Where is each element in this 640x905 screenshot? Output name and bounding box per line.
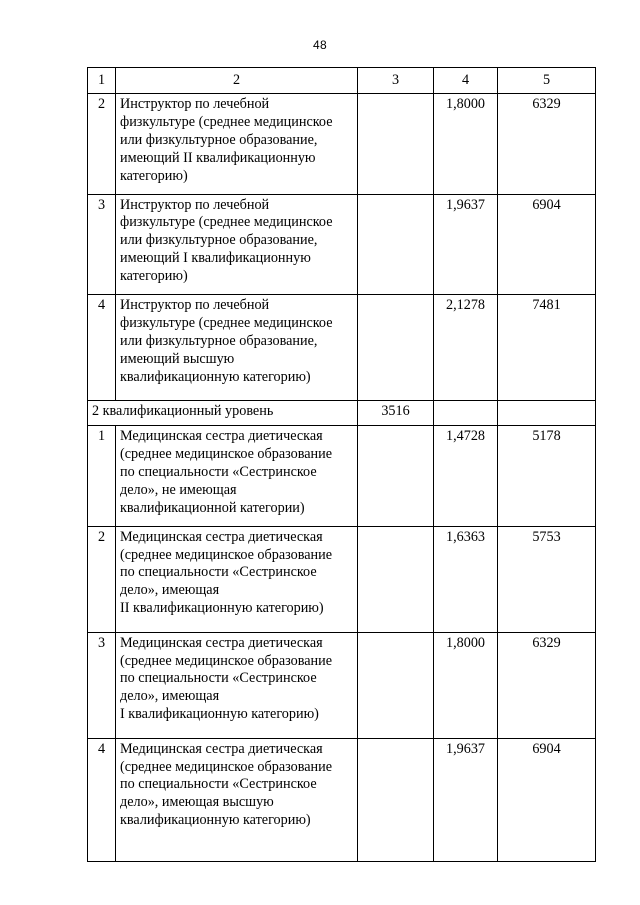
base-salary <box>358 426 434 527</box>
salary-table <box>87 67 596 862</box>
position-name: Медицинская сестра диетическая (среднее медицинское образование по специальности «Сестринское дело», имеющая II квалификационную категорию) <box>116 526 358 632</box>
position-name: Медицинская сестра диетическая (среднее медицинское образование по специальности «Сестринское дело», не имеющая квалификационной категории) <box>116 426 358 527</box>
row-number: 4 <box>88 295 116 401</box>
table-row <box>88 426 596 527</box>
position-name: Инструктор по лечебной физкультуре (среднее медицинское или физкультурное образование, имеющий высшую квалификационную категорию) <box>116 295 358 401</box>
row-number: 1 <box>88 426 116 527</box>
empty-cell <box>498 401 596 426</box>
coefficient: 1,9637 <box>434 194 498 295</box>
empty-cell <box>434 401 498 426</box>
base-salary <box>358 94 434 195</box>
table-header-row <box>88 68 596 94</box>
salary: 6904 <box>498 738 596 861</box>
header-cell-5: 5 <box>498 68 596 94</box>
salary: 6329 <box>498 632 596 738</box>
table-row <box>88 295 596 401</box>
row-number: 2 <box>88 526 116 632</box>
qualification-level-base-salary: 3516 <box>358 401 434 426</box>
coefficient: 1,9637 <box>434 738 498 861</box>
base-salary <box>358 295 434 401</box>
row-number: 2 <box>88 94 116 195</box>
table-row <box>88 194 596 295</box>
header-cell-3: 3 <box>358 68 434 94</box>
qualification-level-label: 2 квалификационный уровень <box>88 401 358 426</box>
salary: 6904 <box>498 194 596 295</box>
coefficient: 1,8000 <box>434 94 498 195</box>
coefficient: 1,6363 <box>434 526 498 632</box>
coefficient: 1,4728 <box>434 426 498 527</box>
salary: 5178 <box>498 426 596 527</box>
page-number: 48 <box>313 38 327 52</box>
base-salary <box>358 632 434 738</box>
header-cell-4: 4 <box>434 68 498 94</box>
group-header-row <box>88 401 596 426</box>
table-row <box>88 94 596 195</box>
position-name: Инструктор по лечебной физкультуре (среднее медицинское или физкультурное образование, имеющий I квалификационную категорию) <box>116 194 358 295</box>
base-salary <box>358 738 434 861</box>
header-cell-2: 2 <box>116 68 358 94</box>
coefficient: 1,8000 <box>434 632 498 738</box>
row-number: 4 <box>88 738 116 861</box>
position-name: Инструктор по лечебной физкультуре (среднее медицинское или физкультурное образование, имеющий II квалификационную категорию) <box>116 94 358 195</box>
base-salary <box>358 526 434 632</box>
salary: 7481 <box>498 295 596 401</box>
table-row <box>88 526 596 632</box>
table-row <box>88 738 596 861</box>
row-number: 3 <box>88 194 116 295</box>
salary: 6329 <box>498 94 596 195</box>
salary: 5753 <box>498 526 596 632</box>
position-name: Медицинская сестра диетическая (среднее медицинское образование по специальности «Сестринское дело», имеющая высшую квалификационную категорию) <box>116 738 358 861</box>
table-row <box>88 632 596 738</box>
base-salary <box>358 194 434 295</box>
position-name: Медицинская сестра диетическая (среднее медицинское образование по специальности «Сестринское дело», имеющая I квалификационную категорию) <box>116 632 358 738</box>
header-cell-1: 1 <box>88 68 116 94</box>
coefficient: 2,1278 <box>434 295 498 401</box>
row-number: 3 <box>88 632 116 738</box>
